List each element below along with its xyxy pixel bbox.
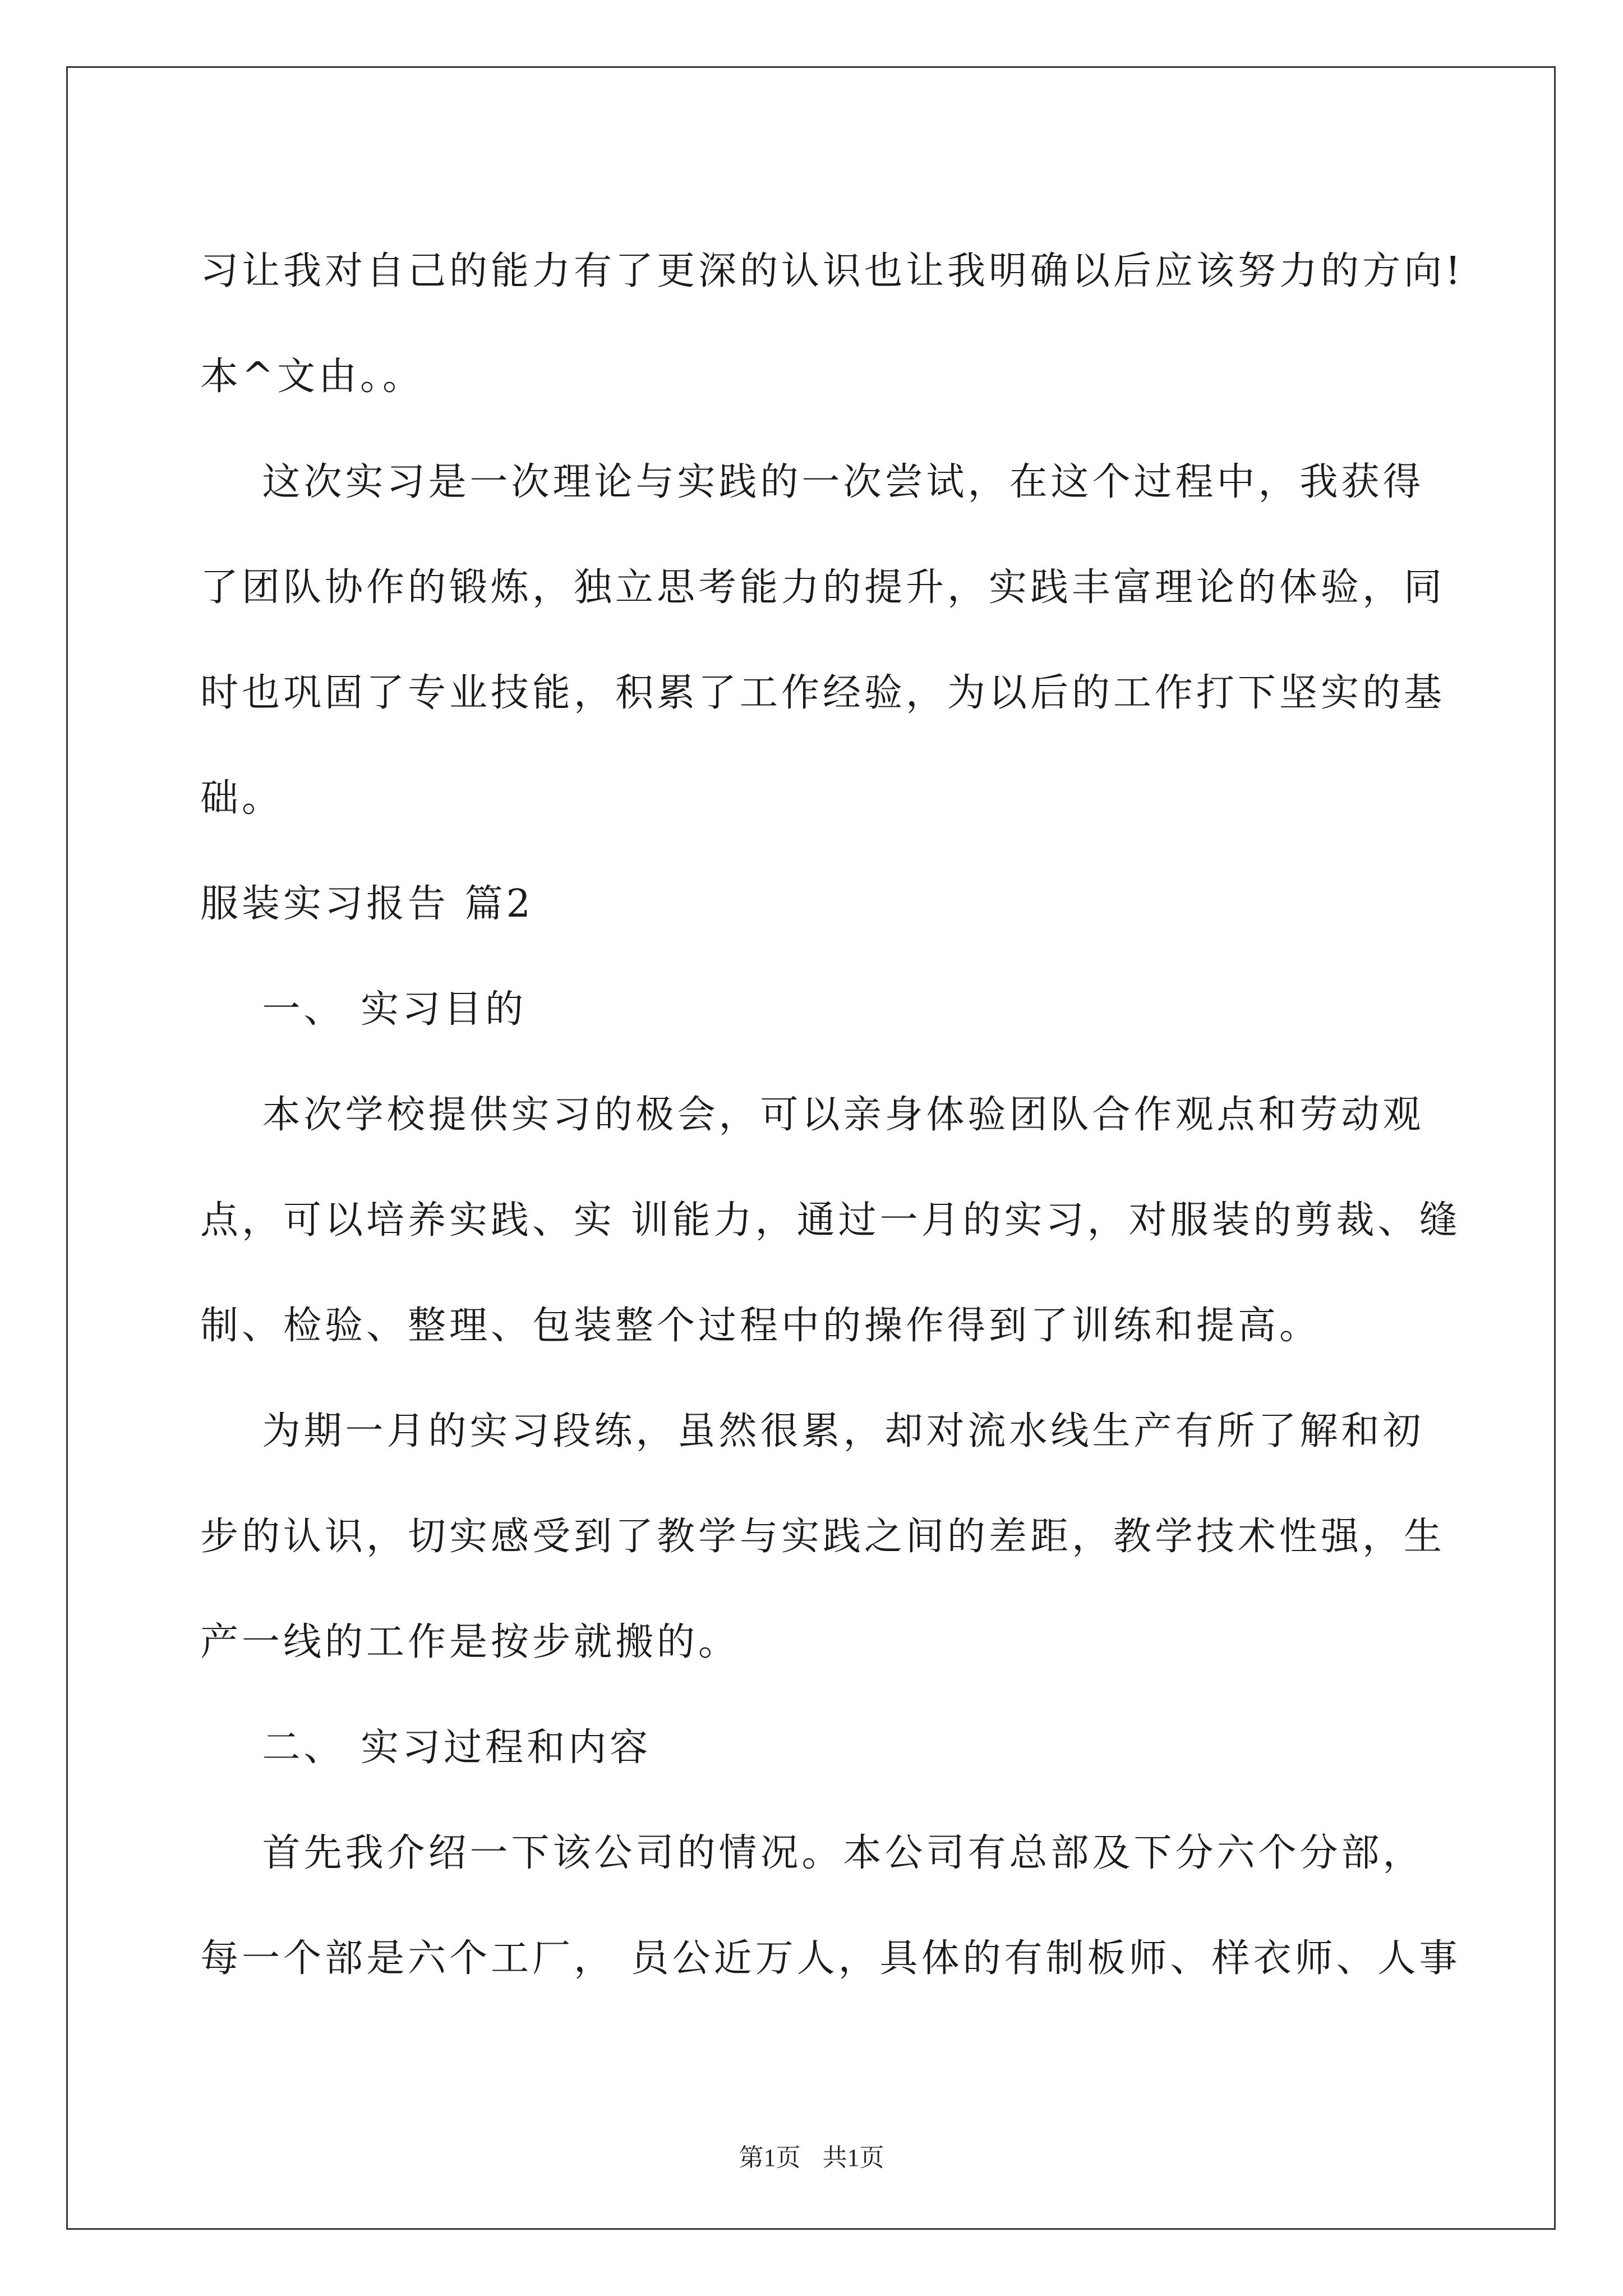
subsection-heading: 一、 实习目的 — [200, 987, 527, 1032]
text-line: 这次实习是一次理论与实践的一次尝试，在这个过程中，我获得 — [200, 460, 1424, 504]
document-body — [200, 219, 1464, 2012]
text-line: 每一个部是六个工厂， 员公近万人，具体的有制板师、样衣师、人事 — [200, 1936, 1461, 1981]
text-line: 产一线的工作是按步就搬的。 — [200, 1620, 740, 1664]
text-line: 点，可以培养实践、实 训能力，通过一月的实习，对服装的剪裁、缝 — [200, 1198, 1461, 1243]
text-line: 本次学校提供实习的极会，可以亲身体验团队合作观点和劳动观 — [200, 1093, 1424, 1137]
text-line: 为期一月的实习段练，虽然很累，却对流水线生产有所了解和初 — [200, 1409, 1424, 1453]
text-line: 步的认识，切实感受到了教学与实践之间的差距，教学技术性强，生 — [200, 1515, 1446, 1559]
text-line: 首先我介绍一下该公司的情况。本公司有总部及下分六个分部， — [200, 1831, 1424, 1875]
text-line: 时也巩固了专业技能，积累了工作经验，为以后的工作打下坚实的基 — [200, 671, 1446, 715]
page-footer — [0, 2137, 1623, 2173]
text-line: 了团队协作的锻炼，独立思考能力的提升，实践丰富理论的体验，同 — [200, 565, 1446, 610]
text-line: 习让我对自己的能力有了更深的认识也让我明确以后应该努力的方向! — [200, 249, 1464, 293]
text-line: 础。 — [200, 776, 284, 821]
text-line: 制、检验、整理、包装整个过程中的操作得到了训练和提高。 — [200, 1304, 1321, 1348]
page-total: 共1页 — [822, 2144, 884, 2171]
section-heading: 服装实习报告 篇2 — [200, 882, 534, 926]
subsection-heading: 二、 实习过程和内容 — [200, 1726, 652, 1770]
text-line: 本^文由。。 — [200, 355, 424, 399]
page-number: 第1页 — [739, 2144, 801, 2171]
